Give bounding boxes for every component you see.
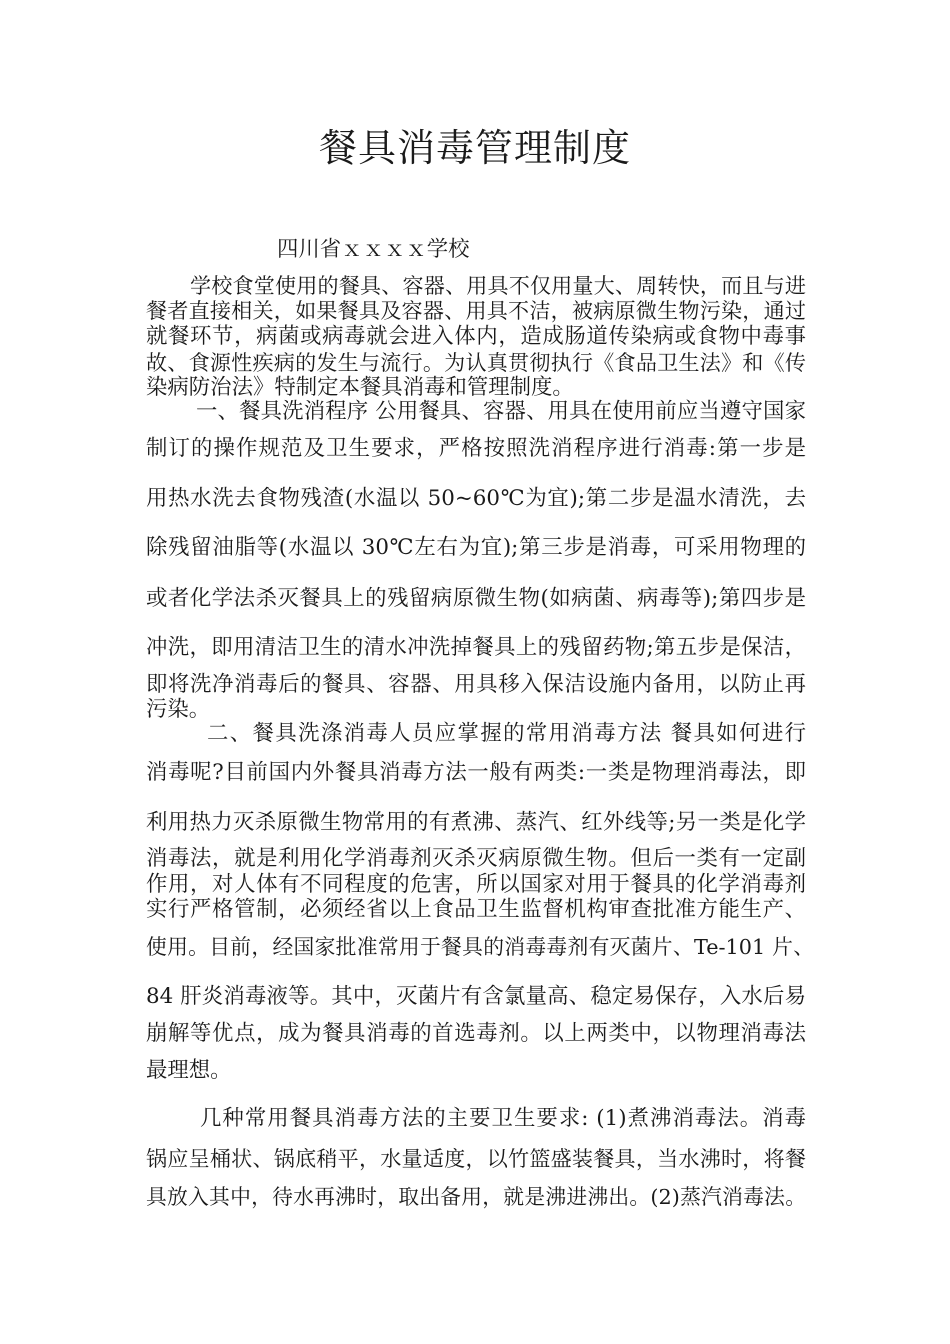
paragraph-line: 84 肝炎消毒液等。其中，灭菌片有含氯量高、稳定易保存，入水后易 [146,984,806,1009]
paragraph-line: 实行严格管制，必须经省以上食品卫生监督机构审查批准方能生产、 [146,897,806,922]
paragraph-line: 利用热力灭杀原微生物常用的有煮沸、蒸汽、红外线等;另一类是化学 [146,810,806,835]
paragraph-line: 具放入其中，待水再沸时，取出备用，就是沸进沸出。(2)蒸汽消毒法。 [146,1185,806,1209]
paragraph-line: 锅应呈桶状、锅底稍平，水量适度，以竹篮盛装餐具，当水沸时，将餐 [146,1146,806,1171]
paragraph-line: 二、餐具洗涤消毒人员应掌握的常用消毒方法 餐具如何进行 [207,721,806,746]
paragraph-line: 消毒法，就是利用化学消毒剂灭杀灭病原微生物。但后一类有一定副 [146,846,806,871]
paragraph-line: 染病防治法》特制定本餐具消毒和管理制度。 [146,375,574,400]
paragraph-line: 污染。 [146,697,211,722]
paragraph-line: 学校食堂使用的餐具、容器、用具不仅用量大、周转快，而且与进 [190,273,806,298]
paragraph-line: 最理想。 [146,1058,232,1083]
paragraph-line: 餐者直接相关，如果餐具及容器、用具不洁，被病原微生物污染，通过 [146,298,806,323]
paragraph-line: 故、食源性疾病的发生与流行。为认真贯彻执行《食品卫生法》和《传 [146,350,806,375]
paragraph-line: 几种常用餐具消毒方法的主要卫生要求: (1)煮沸消毒法。消毒 [200,1106,806,1131]
paragraph-line: 冲洗，即用清洁卫生的清水冲洗掉餐具上的残留药物;第五步是保洁， [146,635,806,660]
paragraph-line: 消毒呢?目前国内外餐具消毒方法一般有两类:一类是物理消毒法，即 [146,760,806,785]
paragraph-line: 或者化学法杀灭餐具上的残留病原微生物(如病菌、病毒等);第四步是 [146,586,806,611]
paragraph-line: 除残留油脂等(水温以 30℃左右为宜);第三步是消毒，可采用物理的 [146,535,806,560]
document-title: 餐具消毒管理制度 [318,126,631,170]
paragraph-line: 就餐环节，病菌或病毒就会进入体内，造成肠道传染病或食物中毒事 [146,324,806,349]
paragraph-line: 作用，对人体有不同程度的危害，所以国家对用于餐具的化学消毒剂 [146,872,806,897]
paragraph-line: 即将洗净消毒后的餐具、容器、用具移入保洁设施内备用，以防止再 [146,672,806,697]
paragraph-line: 制订的操作规范及卫生要求，严格按照洗消程序进行消毒:第一步是 [146,436,806,461]
paragraph-line: 用热水洗去食物残渣(水温以 50~60℃为宜);第二步是温水清洗，去 [146,486,806,511]
paragraph-line: 一、餐具洗消程序 公用餐具、容器、用具在使用前应当遵守国家 [196,399,806,424]
paragraph-line: 使用。目前，经国家批准常用于餐具的消毒毒剂有灭菌片、Te-101 片、 [146,935,814,959]
paragraph-line: 崩解等优点，成为餐具消毒的首选毒剂。以上两类中，以物理消毒法 [146,1021,806,1046]
school-name: 四川省ｘｘｘｘ学校 [277,237,470,262]
